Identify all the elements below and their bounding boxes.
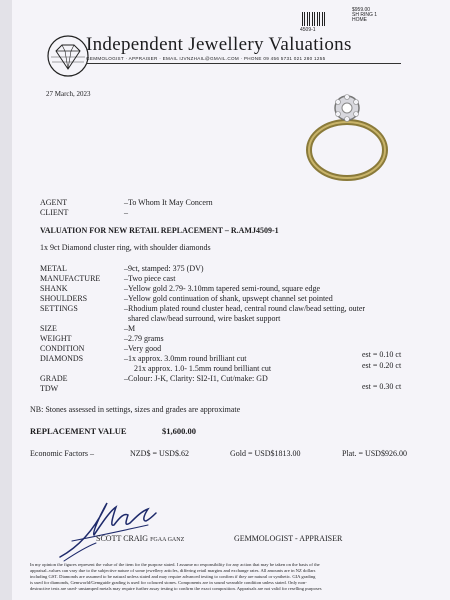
settings-value-cont: shared claw/bead surround, wire basket support (128, 314, 281, 323)
shank-label: SHANK (40, 284, 68, 293)
client-label: CLIENT (40, 208, 69, 217)
dash: – (124, 284, 128, 293)
company-name: Independent Jewellery Valuations (86, 34, 352, 55)
manufacture-label: MANUFACTURE (40, 274, 101, 283)
dash: – (124, 274, 128, 283)
document-date: 27 March, 2023 (46, 90, 91, 98)
diamonds-est-2: est = 0.20 ct (362, 361, 402, 370)
signatory-title: GEMMOLOGIST - APPRAISER (234, 534, 343, 543)
diamonds-value: 1x approx. 3.0mm round brilliant cut (128, 354, 247, 363)
dash: – (124, 334, 128, 343)
size-value: M (128, 324, 136, 333)
signatory-block (96, 534, 184, 543)
replacement-value: $1,600.00 (162, 426, 196, 436)
manufacture-value: Two piece cast (128, 274, 176, 283)
company-contact: GEMMOLOGIST · APPRAISER · EMAIL IJVNZHAIL@GMAIL.COM · PHONE 09 456 5731 021 280 1255 (86, 56, 326, 61)
price-tag-line: HOME (352, 17, 367, 23)
dash: – (124, 208, 128, 217)
ring-photo (302, 88, 392, 188)
dash: – (124, 304, 128, 313)
price-tag-line: $959.00 (352, 7, 371, 13)
weight-value: 2.79 grams (128, 334, 164, 343)
condition-value: Very good (128, 344, 162, 353)
dash: – (124, 198, 128, 207)
footer-line: including GST. Diamonds are assumed to be natural unless stated and may require advanced testing to confirm if they are natural or synthetic. GIA grading (30, 574, 316, 579)
valuation-document (12, 0, 450, 600)
valuation-ref: R.AMJ4509-1 (230, 226, 279, 235)
shoulders-value: Yellow gold continuation of shank, upswept channel set pointed (128, 294, 333, 303)
replacement-label: REPLACEMENT VALUE (30, 426, 127, 436)
barcode (302, 12, 326, 26)
grade-value: Colour: J-K, Clarity: SI2-I1, Cut/make: GD (128, 374, 268, 383)
signatory-quals: FGAA GANZ (150, 537, 185, 543)
separator: – (224, 226, 231, 235)
weight-label: WEIGHT (40, 334, 72, 343)
diamonds-est: est = 0.10 ct (362, 350, 402, 359)
metal-label: METAL (40, 264, 67, 273)
diamonds-label: DIAMONDS (40, 354, 84, 363)
dash: – (124, 374, 128, 383)
settings-value: Rhodium plated round cluster head, central round claw/bead setting, outer (128, 304, 366, 313)
item-description: 1x 9ct Diamond cluster ring, with shoulder diamonds (40, 243, 211, 252)
settings-label: SETTINGS (40, 304, 78, 313)
metal-value: 9ct, stamped: 375 (DV) (128, 264, 204, 273)
dash: – (124, 294, 128, 303)
grade-label: GRADE (40, 374, 68, 383)
dash: – (124, 324, 128, 333)
footer-line: appraisal–values can vary due to the subjective nature of some jewellery articles, differing retail margins and exchange rates. All amounts are in NZ dollars (30, 568, 316, 573)
price-tag (352, 8, 377, 23)
economic-label: Economic Factors – (30, 449, 94, 458)
handwritten-signature (52, 485, 162, 565)
tdw-est: est = 0.30 ct (362, 382, 402, 391)
gold-rate: Gold = USD$1813.00 (230, 449, 301, 458)
signatory-name: SCOTT CRAIG (96, 534, 149, 543)
price-tag-line: SH RING 1 (352, 12, 378, 18)
valuation-title: VALUATION FOR NEW RETAIL REPLACEMENT (40, 226, 223, 235)
size-label: SIZE (40, 324, 57, 333)
shoulders-label: SHOULDERS (40, 294, 88, 303)
diamond-logo-icon (46, 34, 90, 78)
agent-value: To Whom It May Concern (128, 198, 213, 207)
dash: – (124, 354, 128, 363)
footer-line: destructive tests are used- unstamped metals may require further assay testing to confirm the exact composition. Appraisals are not valid for reselling purposes (30, 586, 322, 591)
dash: – (124, 264, 128, 273)
tdw-label: TDW (40, 384, 59, 393)
shank-value: Yellow gold 2.79- 3.10mm tapered semi-round, square edge (128, 284, 321, 293)
footer-line: In my opinion the figures represent the value of the item for the purpose stated. I assume no responsibility for any action that may be taken on the basis of the (30, 562, 320, 567)
footer-line: is used for diamonds, Gemworld/Gemguide grading is used for coloured stones. Components are in sound wearable condition unless stated. Only non- (30, 580, 307, 585)
footer-disclaimer (30, 562, 445, 592)
barcode-number: 4509-1 (300, 27, 316, 33)
agent-label: AGENT (40, 198, 68, 207)
note: NB: Stones assessed in settings, sizes and grades are approximate (30, 405, 241, 414)
diamonds-value-2: 21x approx. 1.0- 1.5mm round brilliant cut (134, 364, 272, 373)
header-divider (86, 63, 401, 64)
condition-label: CONDITION (40, 344, 85, 353)
nzd-rate: NZD$ = USD$.62 (130, 449, 189, 458)
plat-rate: Plat. = USD$926.00 (342, 449, 407, 458)
dash: – (124, 344, 128, 353)
valuation-heading (40, 226, 279, 235)
